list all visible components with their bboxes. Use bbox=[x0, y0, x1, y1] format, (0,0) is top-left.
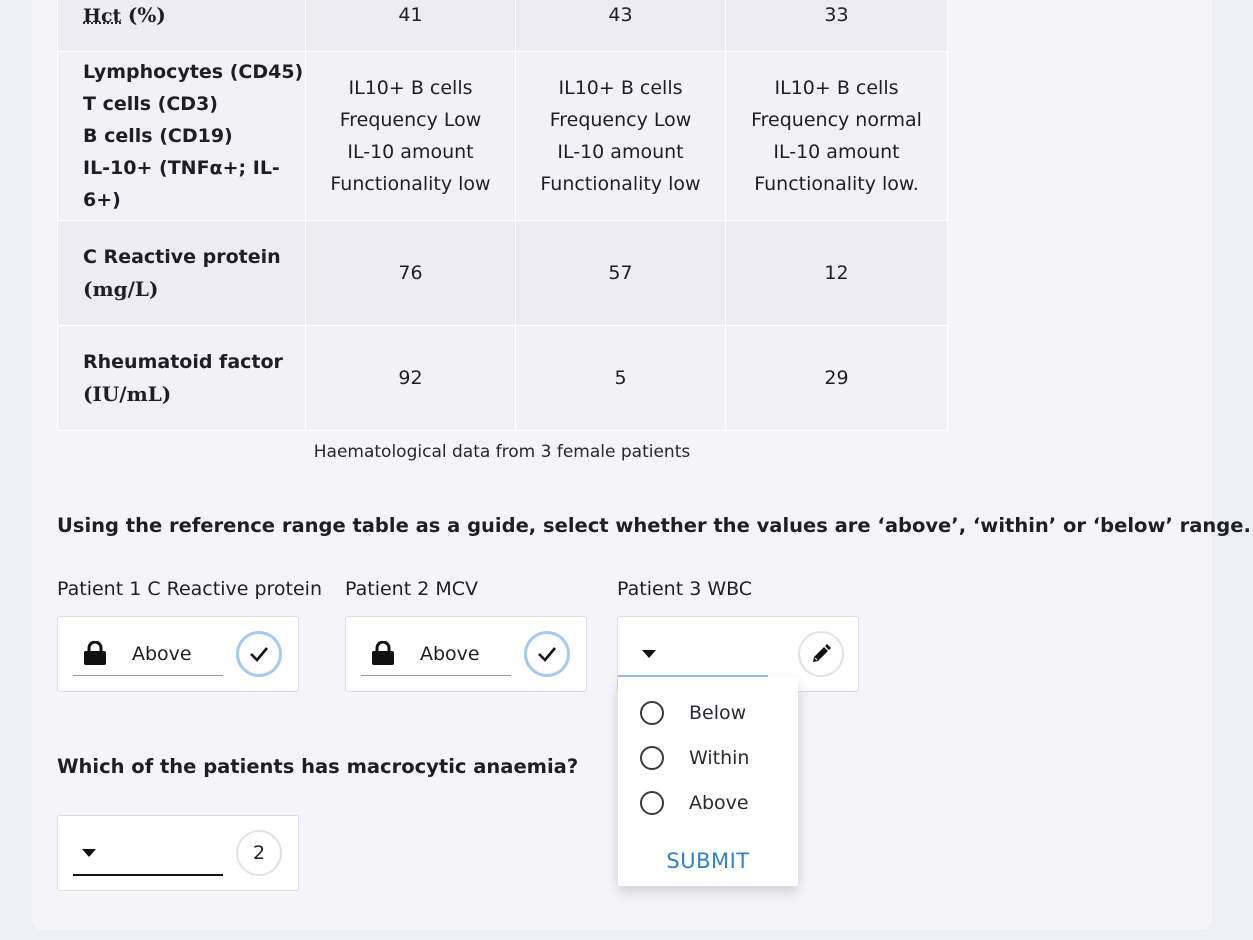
row-unit: (mg/L) bbox=[83, 277, 159, 301]
row-label: C Reactive protein bbox=[83, 246, 281, 268]
cell-line: IL-10 amount bbox=[773, 141, 900, 163]
macrocytic-question: Which of the patients has macrocytic anaemia? bbox=[57, 755, 579, 778]
answer-value: Above bbox=[132, 643, 192, 665]
table-cell: 12 bbox=[726, 221, 948, 326]
table-cell: 33 bbox=[726, 0, 948, 52]
caret-down-icon[interactable] bbox=[642, 650, 656, 658]
lock-icon bbox=[372, 641, 394, 665]
table-cell: 92 bbox=[306, 326, 516, 431]
cell-line: Functionality low bbox=[540, 173, 701, 195]
row-unit: (IU/mL) bbox=[83, 382, 172, 406]
submit-button[interactable]: SUBMIT bbox=[666, 849, 750, 873]
radio-icon[interactable] bbox=[640, 791, 664, 815]
table-row bbox=[58, 52, 948, 221]
check-icon bbox=[248, 645, 270, 663]
instruction-text: Using the reference range table as a guide, select whether the values are ‘above’, ‘within’ or ‘below’ range. bbox=[57, 514, 1251, 537]
answer-underline bbox=[73, 675, 223, 676]
table-row bbox=[58, 0, 948, 52]
haematology-table bbox=[57, 0, 948, 431]
correct-status bbox=[236, 631, 282, 677]
cell-line: IL10+ B cells bbox=[348, 77, 473, 99]
table-caption: Haematological data from 3 female patients bbox=[313, 442, 691, 462]
row-label: Rheumatoid factor bbox=[83, 351, 283, 373]
radio-icon[interactable] bbox=[640, 746, 664, 770]
option-below[interactable]: Below bbox=[640, 698, 746, 728]
table-cell: 29 bbox=[726, 326, 948, 431]
hct-unit: (%) bbox=[127, 2, 166, 27]
cell-line: Functionality low bbox=[330, 173, 491, 195]
cell-line: IL-10 amount bbox=[347, 141, 474, 163]
check-icon bbox=[536, 645, 558, 663]
cell-line: IL10+ B cells bbox=[774, 77, 899, 99]
table-cell: 41 bbox=[306, 0, 516, 52]
cell-line: Frequency normal bbox=[751, 109, 922, 131]
correct-status bbox=[524, 631, 570, 677]
answer-box-patient1 bbox=[57, 616, 299, 692]
table-cell: 5 bbox=[516, 326, 726, 431]
pencil-icon bbox=[809, 642, 833, 666]
macrocytic-answer-box bbox=[57, 815, 299, 891]
answer-options-popup bbox=[618, 677, 798, 886]
row-label-line: Lymphocytes (CD45) bbox=[83, 61, 304, 83]
cell-line: IL10+ B cells bbox=[558, 77, 683, 99]
answer-box-patient2 bbox=[345, 616, 587, 692]
table-cell: 43 bbox=[516, 0, 726, 52]
hct-label: Hct bbox=[83, 4, 122, 27]
lock-icon bbox=[84, 641, 106, 665]
question-label-patient1: Patient 1 C Reactive protein bbox=[57, 578, 322, 600]
attempts-count: 2 bbox=[252, 842, 266, 864]
row-label-line: T cells (CD3) bbox=[83, 93, 218, 115]
answer-value: Above bbox=[420, 643, 480, 665]
dropdown-underline bbox=[73, 874, 223, 876]
cell-line: Frequency Low bbox=[549, 109, 692, 131]
table-cell: 57 bbox=[516, 221, 726, 326]
cell-line: IL-10 amount bbox=[557, 141, 684, 163]
cell-line: Functionality low. bbox=[754, 173, 919, 195]
table-cell: 76 bbox=[306, 221, 516, 326]
answer-underline bbox=[361, 675, 511, 676]
caret-down-icon[interactable] bbox=[82, 849, 96, 857]
question-label-patient3: Patient 3 WBC bbox=[617, 578, 753, 600]
question-label-patient2: Patient 2 MCV bbox=[345, 578, 478, 600]
radio-icon[interactable] bbox=[640, 701, 664, 725]
row-label-line: B cells (CD19) bbox=[83, 125, 233, 147]
attempts-counter bbox=[236, 830, 282, 876]
table-row bbox=[58, 221, 948, 326]
option-within[interactable]: Within bbox=[640, 743, 749, 773]
table-row bbox=[58, 326, 948, 431]
option-above[interactable]: Above bbox=[640, 788, 749, 818]
row-label-line: IL-10+ (TNFα+; IL-6+) bbox=[83, 157, 280, 211]
edit-status bbox=[798, 631, 844, 677]
cell-line: Frequency Low bbox=[339, 109, 482, 131]
